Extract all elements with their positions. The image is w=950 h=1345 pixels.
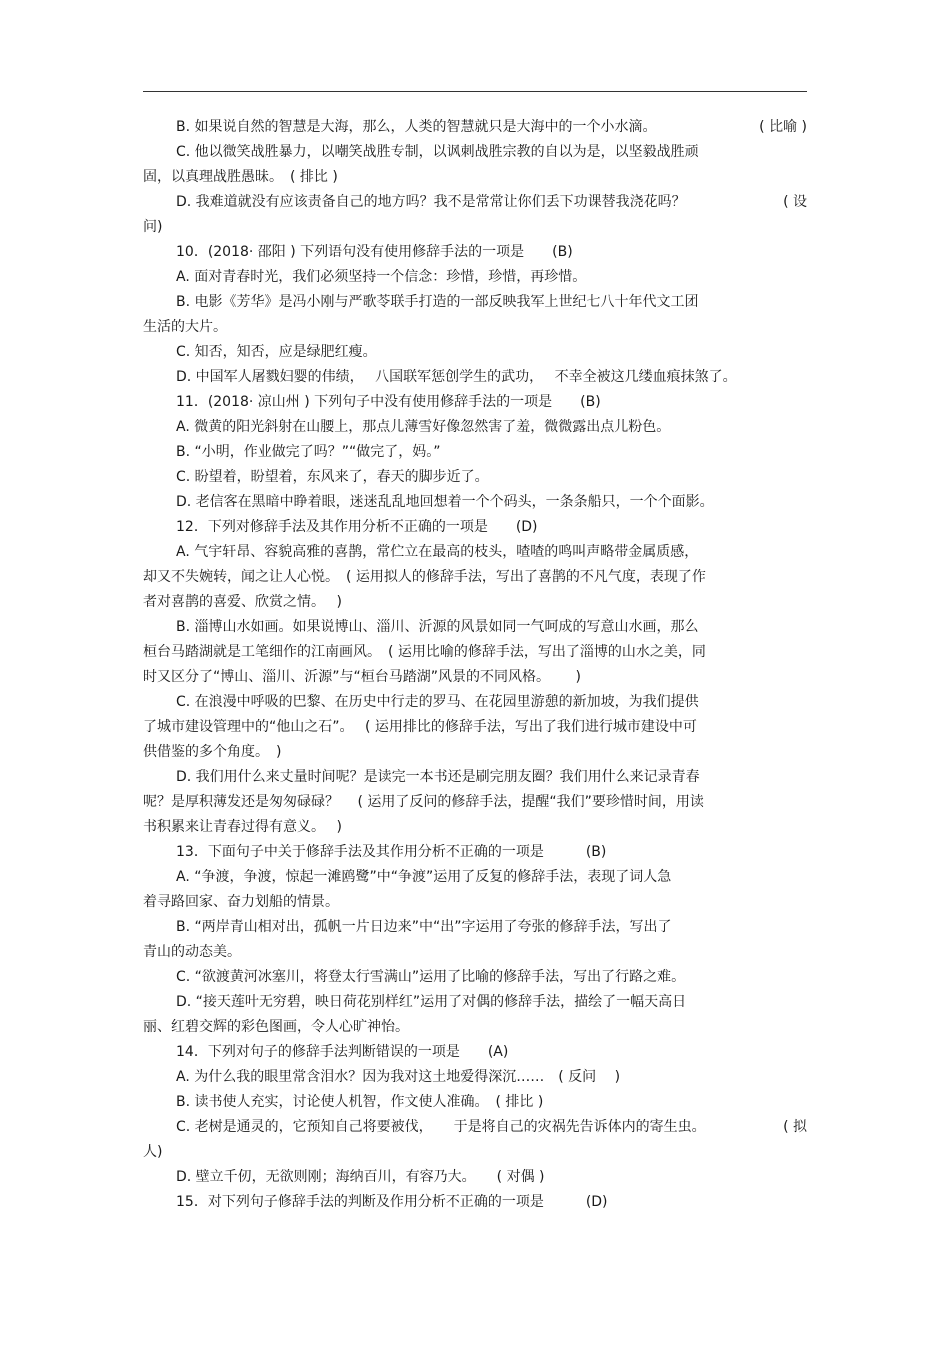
line-text: B. 读书使人充实，讨论使人机智，作文使人准确。 ( 排比 ) bbox=[176, 1094, 544, 1110]
text-line bbox=[143, 615, 807, 640]
header-rule bbox=[143, 91, 807, 92]
line-text: 人) bbox=[143, 1144, 163, 1160]
line-text: B. “小明，作业做完了吗？”“做完了，妈。” bbox=[176, 444, 441, 460]
line-text: B. “两岸青山相对出，孤帆一片日边来”中“出”字运用了夸张的修辞手法，写出了 bbox=[176, 919, 672, 935]
text-line bbox=[143, 790, 807, 815]
line-text: A. 微黄的阳光斜射在山腰上，那点儿薄雪好像忽然害了羞，微微露出点儿粉色。 bbox=[176, 419, 671, 435]
line-text: 14．下列对句子的修辞手法判断错误的一项是 (A) bbox=[176, 1044, 509, 1060]
line-text: 桓台马踏湖就是工笔细作的江南画风。 ( 运用比喻的修辞手法，写出了淄博的山水之美，同 bbox=[143, 644, 706, 660]
text-line bbox=[143, 1190, 807, 1215]
document-body bbox=[143, 115, 807, 1215]
text-line bbox=[143, 365, 807, 390]
line-text: 11．(2018· 凉山州 ) 下列句子中没有使用修辞手法的一项是 (B) bbox=[176, 394, 601, 410]
text-line bbox=[143, 340, 807, 365]
line-text: D. 我们用什么来丈量时间呢？是读完一本书还是刷完朋友圈？我们用什么来记录青春 bbox=[176, 769, 700, 785]
line-text: C. “欲渡黄河冰塞川，将登太行雪满山”运用了比喻的修辞手法，写出了行路之难。 bbox=[176, 969, 686, 985]
text-line bbox=[143, 1165, 807, 1190]
line-text: 供借鉴的多个角度。 ) bbox=[143, 744, 282, 760]
line-text: D. 我难道就没有应该责备自己的地方吗？我不是常常让你们丢下功课替我浇花吗？ bbox=[176, 194, 686, 210]
text-line bbox=[143, 715, 807, 740]
text-line bbox=[143, 740, 807, 765]
text-line bbox=[143, 915, 807, 940]
text-line bbox=[143, 465, 807, 490]
text-line bbox=[143, 765, 807, 790]
line-text: C. 他以微笑战胜暴力，以嘲笑战胜专制，以讽刺战胜宗教的自以为是，以坚毅战胜顽 bbox=[176, 144, 699, 160]
text-line bbox=[143, 240, 807, 265]
line-annotation: ( 设 bbox=[783, 194, 807, 210]
line-text: A. 气宇轩昂、容貌高雅的喜鹊，常伫立在最高的枝头，喳喳的鸣叫声略带金属质感， bbox=[176, 544, 699, 560]
text-line bbox=[143, 1040, 807, 1065]
line-text: 青山的动态美。 bbox=[143, 944, 241, 960]
text-line bbox=[143, 540, 807, 565]
text-line bbox=[143, 1065, 807, 1090]
line-text: 者对喜鹊的喜爱、欣赏之情。 ) bbox=[143, 594, 342, 610]
text-line bbox=[143, 390, 807, 415]
line-text: D. “接天莲叶无穷碧，映日荷花别样红”运用了对偶的修辞手法，描绘了一幅天高日 bbox=[176, 994, 687, 1010]
text-line bbox=[143, 515, 807, 540]
text-line bbox=[143, 965, 807, 990]
line-text: 丽、红碧交辉的彩色图画，令人心旷神怡。 bbox=[143, 1019, 409, 1035]
text-line bbox=[143, 665, 807, 690]
line-text: C. 老树是通灵的，它预知自己将要被伐， 于是将自己的灾祸先告诉体内的寄生虫。 bbox=[176, 1119, 706, 1135]
text-line bbox=[143, 290, 807, 315]
line-text: A. 面对青春时光，我们必须坚持一个信念：珍惜，珍惜，再珍惜。 bbox=[176, 269, 587, 285]
line-text: 时又区分了“博山、淄川、沂源”与“桓台马踏湖”风景的不同风格。 ) bbox=[143, 669, 581, 685]
text-line bbox=[143, 565, 807, 590]
text-line bbox=[143, 190, 807, 215]
line-text: 13．下面句子中关于修辞手法及其作用分析不正确的一项是 (B) bbox=[176, 844, 607, 860]
line-text: D. 老信客在黑暗中睁着眼，迷迷乱乱地回想着一个个码头，一条条船只，一个个面影。 bbox=[176, 494, 714, 510]
text-line bbox=[143, 890, 807, 915]
text-line bbox=[143, 165, 807, 190]
line-text: 书积累来让青春过得有意义。 ) bbox=[143, 819, 342, 835]
text-line bbox=[143, 440, 807, 465]
text-line bbox=[143, 1115, 807, 1140]
text-line bbox=[143, 140, 807, 165]
line-text: 15．对下列句子修辞手法的判断及作用分析不正确的一项是 (D) bbox=[176, 1194, 608, 1210]
text-line bbox=[143, 415, 807, 440]
line-text: 了城市建设管理中的“他山之石”。 ( 运用排比的修辞手法，写出了我们进行城市建设中可 bbox=[143, 719, 697, 735]
line-text: D. 壁立千仞，无欲则刚；海纳百川，有容乃大。 ( 对偶 ) bbox=[176, 1169, 545, 1185]
text-line bbox=[143, 990, 807, 1015]
text-line bbox=[143, 590, 807, 615]
text-line bbox=[143, 815, 807, 840]
line-text: C. 在浪漫中呼吸的巴黎、在历史中行走的罗马、在花园里游憩的新加坡，为我们提供 bbox=[176, 694, 699, 710]
text-line bbox=[143, 490, 807, 515]
text-line bbox=[143, 215, 807, 240]
line-annotation: ( 比喻 ) bbox=[759, 119, 807, 135]
text-line bbox=[143, 315, 807, 340]
line-text: D. 中国军人屠戮妇婴的伟绩， 八国联军惩创学生的武功， 不幸全被这几缕血痕抹煞了。 bbox=[176, 369, 737, 385]
text-line bbox=[143, 1090, 807, 1115]
line-text: B. 淄博山水如画。如果说博山、淄川、沂源的风景如同一气呵成的写意山水画，那么 bbox=[176, 619, 699, 635]
line-text: 10．(2018· 邵阳 ) 下列语句没有使用修辞手法的一项是 (B) bbox=[176, 244, 573, 260]
text-line bbox=[143, 940, 807, 965]
text-line bbox=[143, 115, 807, 140]
text-line bbox=[143, 840, 807, 865]
line-text: 生活的大片。 bbox=[143, 319, 227, 335]
line-text: B. 如果说自然的智慧是大海，那么，人类的智慧就只是大海中的一个小水滴。 bbox=[176, 119, 657, 135]
text-line bbox=[143, 1015, 807, 1040]
text-line bbox=[143, 265, 807, 290]
line-text: 呢？是厚积薄发还是匆匆碌碌？ ( 运用了反问的修辞手法，提醒“我们”要珍惜时间，用读 bbox=[143, 794, 704, 810]
line-text: C. 盼望着，盼望着，东风来了，春天的脚步近了。 bbox=[176, 469, 489, 485]
text-line bbox=[143, 1140, 807, 1165]
line-annotation: ( 拟 bbox=[783, 1119, 807, 1135]
text-line bbox=[143, 690, 807, 715]
line-text: 着寻路回家、奋力划船的情景。 bbox=[143, 894, 339, 910]
line-text: 却又不失婉转，闻之让人心悦。 ( 运用拟人的修辞手法，写出了喜鹊的不凡气度，表现了作 bbox=[143, 569, 706, 585]
line-text: 固，以真理战胜愚昧。 ( 排比 ) bbox=[143, 169, 338, 185]
line-text: C. 知否，知否，应是绿肥红瘦。 bbox=[176, 344, 377, 360]
line-text: 12．下列对修辞手法及其作用分析不正确的一项是 (D) bbox=[176, 519, 538, 535]
line-text: 问) bbox=[143, 219, 163, 235]
text-line bbox=[143, 640, 807, 665]
line-text: A. 为什么我的眼里常含泪水？因为我对这土地爱得深沉…… ( 反问 ) bbox=[176, 1069, 621, 1085]
line-text: A. “争渡，争渡，惊起一滩鸥鹭”中“争渡”运用了反复的修辞手法，表现了词人急 bbox=[176, 869, 672, 885]
line-text: B. 电影《芳华》是冯小刚与严歌苓联手打造的一部反映我军上世纪七八十年代文工团 bbox=[176, 294, 699, 310]
text-line bbox=[143, 865, 807, 890]
